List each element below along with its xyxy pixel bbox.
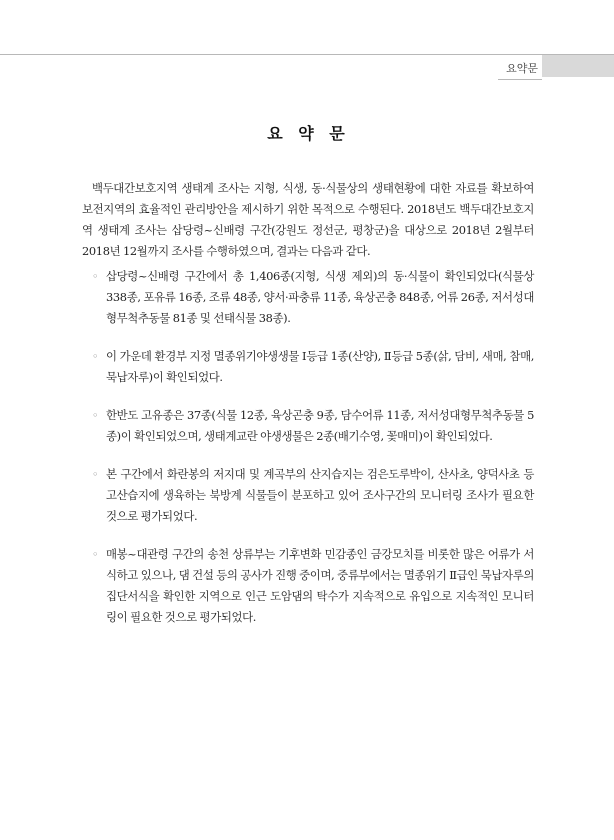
summary-bullet-text: 이 가운데 환경부 지정 멸종위기야생생물 Ⅰ등급 1종(산양), Ⅱ등급 5종(삵, 담비, 새매, 참매, 묵납자루)이 확인되었다. [106, 349, 534, 384]
running-header-tab [542, 55, 614, 77]
bullet-marker: ◦ [92, 468, 99, 481]
running-header-label: 요약문 [506, 62, 538, 75]
summary-bullet-1 [92, 266, 534, 329]
summary-bullet-text: 삽당령~신배령 구간에서 총 1,406종(지형, 식생 제외)의 동·식물이 확인되었다(식물상 338종, 포유류 16종, 조류 48종, 양서·파충류 11종, 육상곤충 848종, 어류 26종, 저서성대형무척추동물 81종 및 선태식물 38종). [106, 269, 534, 325]
bullet-marker: ◦ [92, 409, 99, 422]
summary-bullet-4 [92, 464, 534, 527]
summary-bullet-text: 본 구간에서 화란봉의 저지대 및 계곡부의 산지습지는 검은도루박이, 산사초, 양덕사초 등 고산습지에 생육하는 북방계 식물들이 분포하고 있어 조사구간의 모니터링 조사가 필요한 것으로 평가되었다. [106, 467, 534, 523]
bullet-marker: ◦ [92, 270, 99, 283]
summary-bullet-5 [92, 544, 534, 628]
summary-bullet-text: 매봉~대관령 구간의 송천 상류부는 기후변화 민감종인 금강모치를 비롯한 많은 어류가 서식하고 있으나, 댐 건설 등의 공사가 진행 중이며, 중류부에서는 멸종위기 Ⅱ급인 묵납자루의 집단서식을 확인한 지역으로 인근 도암댐의 탁수가 지속적으로 유입으로 지속적인 모니터링이 필요한 것으로 평가되었다. [106, 547, 534, 624]
summary-bullet-3 [92, 405, 534, 447]
intro-paragraph: 백두대간보호지역 생태계 조사는 지형, 식생, 동·식물상의 생태현황에 대한 자료를 확보하여 보전지역의 효율적인 관리방안을 제시하기 위한 목적으로 수행된다. 2018년도 백두대간보호지역 생태계 조사는 삽당령~신배령 구간(강원도 정선군, 평창군)을 대상으로 2018년 2월부터 2018년 12월까지 조사를 수행하였으며, 결과는 다음과 같다. [82, 181, 534, 258]
running-header-underline [498, 79, 542, 80]
summary-bullet-list [92, 266, 534, 645]
bullet-marker: ◦ [92, 548, 99, 561]
page-title: 요 약 문 [267, 123, 347, 143]
bullet-marker: ◦ [92, 350, 99, 363]
header-rule [0, 54, 614, 55]
summary-bullet-text: 한반도 고유종은 37종(식물 12종, 육상곤충 9종, 담수어류 11종, 저서성대형무척추동물 5종)이 확인되었으며, 생태계교란 야생생물은 2종(배기수영, 꽃매미)이 확인되었다. [106, 408, 534, 443]
summary-bullet-2 [92, 346, 534, 388]
